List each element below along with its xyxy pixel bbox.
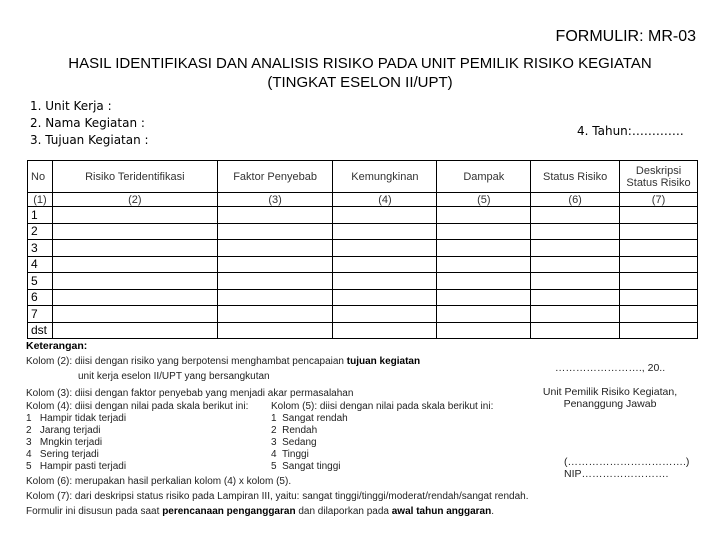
note-k2-cont: unit kerja eselon II/UPT yang bersangkutan — [78, 371, 270, 382]
table-cell[interactable] — [437, 273, 531, 290]
column-number: (7) — [620, 193, 698, 207]
table-row — [28, 306, 698, 323]
tujuan-kegiatan-label: 3. Tujuan Kegiatan : — [30, 133, 149, 147]
scale-item: 2 Rendah — [271, 425, 318, 436]
table-cell[interactable] — [333, 322, 437, 339]
column-header: Kemungkinan — [333, 161, 437, 193]
note-k2-bold: tujuan kegiatan — [346, 356, 421, 367]
column-header: Risiko Teridentifikasi — [52, 161, 217, 193]
table-cell[interactable] — [620, 256, 698, 273]
column-header: Dampak — [437, 161, 531, 193]
row-number: 1 — [28, 207, 53, 224]
note-footer: Formulir ini disusun pada saat perencanaan penganggaran dan dilaporkan pada awal tahun anggaran. — [26, 506, 494, 517]
signature-date: ……………………., 20.. — [554, 362, 666, 374]
column-header: Deskripsi Status Risiko — [620, 161, 698, 193]
table-cell[interactable] — [217, 273, 333, 290]
signature-unit: Unit Pemilik Risiko Kegiatan, — [542, 386, 678, 398]
table-cell[interactable] — [620, 289, 698, 306]
table-cell[interactable] — [531, 273, 620, 290]
scale-item: 3 Sedang — [271, 437, 317, 448]
table-cell[interactable] — [52, 240, 217, 257]
table-cell[interactable] — [620, 273, 698, 290]
table-cell[interactable] — [333, 207, 437, 224]
note-k4: Kolom (4): diisi dengan nilai pada skala berikut ini: — [26, 401, 249, 412]
note-k3: Kolom (3): diisi dengan faktor penyebab yang menjadi akar permasalahan — [26, 388, 354, 399]
scale-item: 1 Hampir tidak terjadi — [26, 413, 127, 424]
tahun-label: 4. Tahun:…………. — [577, 124, 684, 138]
signature-role: Penanggung Jawab — [563, 398, 657, 410]
table-cell[interactable] — [437, 240, 531, 257]
table-cell[interactable] — [531, 223, 620, 240]
table-cell[interactable] — [531, 306, 620, 323]
table-cell[interactable] — [620, 240, 698, 257]
table-row — [28, 273, 698, 290]
table-cell[interactable] — [52, 273, 217, 290]
title-line-1: HASIL IDENTIFIKASI DAN ANALISIS RISIKO PADA UNIT PEMILIK RISIKO KEGIATAN — [68, 55, 652, 72]
table-cell[interactable] — [52, 306, 217, 323]
title-line-2: (TINGKAT ESELON II/UPT) — [267, 74, 453, 91]
scale-item: 3 Mngkin terjadi — [26, 437, 103, 448]
table-cell[interactable] — [437, 289, 531, 306]
table-row — [28, 223, 698, 240]
row-number: 4 — [28, 256, 53, 273]
table-cell[interactable] — [531, 240, 620, 257]
table-cell[interactable] — [437, 306, 531, 323]
table-cell[interactable] — [52, 289, 217, 306]
table-cell[interactable] — [437, 322, 531, 339]
form-code: FORMULIR: MR-03 — [555, 28, 696, 45]
table-cell[interactable] — [620, 207, 698, 224]
table-cell[interactable] — [333, 306, 437, 323]
column-number: (6) — [531, 193, 620, 207]
row-number: 2 — [28, 223, 53, 240]
row-number: 5 — [28, 273, 53, 290]
table-cell[interactable] — [620, 322, 698, 339]
scale-item: 4 Tinggi — [271, 449, 309, 460]
row-number: 7 — [28, 306, 53, 323]
column-header: Faktor Penyebab — [217, 161, 333, 193]
table-row — [28, 240, 698, 257]
table-cell[interactable] — [620, 306, 698, 323]
unit-kerja-label: 1. Unit Kerja : — [30, 99, 112, 113]
column-number: (2) — [52, 193, 217, 207]
table-cell[interactable] — [333, 273, 437, 290]
table-cell[interactable] — [52, 223, 217, 240]
column-number: (4) — [333, 193, 437, 207]
page-title — [0, 54, 720, 92]
risk-table — [27, 160, 698, 339]
table-row — [28, 322, 698, 339]
table-cell[interactable] — [531, 207, 620, 224]
nama-kegiatan-label: 2. Nama Kegiatan : — [30, 116, 145, 130]
table-cell[interactable] — [333, 256, 437, 273]
note-k7: Kolom (7): dari deskripsi status risiko pada Lampiran III, yaitu: sangat tinggi/tinggi/moderat/rendah/sangat rendah. — [26, 491, 529, 502]
row-number: 6 — [28, 289, 53, 306]
table-cell[interactable] — [437, 223, 531, 240]
table-cell[interactable] — [52, 322, 217, 339]
table-cell[interactable] — [217, 322, 333, 339]
scale-item: 5 Sangat tinggi — [271, 461, 341, 472]
table-row — [28, 289, 698, 306]
note-k5: Kolom (5): diisi dengan nilai pada skala berikut ini: — [271, 401, 494, 412]
notes-heading: Keterangan: — [26, 340, 88, 352]
table-row — [28, 256, 698, 273]
table-cell[interactable] — [531, 322, 620, 339]
table-cell[interactable] — [531, 256, 620, 273]
k5-scale-list — [271, 413, 348, 473]
table-cell[interactable] — [437, 207, 531, 224]
table-cell[interactable] — [217, 289, 333, 306]
table-cell[interactable] — [531, 289, 620, 306]
note-k2: Kolom (2): diisi dengan risiko yang berpotensi menghambat pencapaian — [26, 356, 347, 367]
column-number: (3) — [217, 193, 333, 207]
column-number: (5) — [437, 193, 531, 207]
row-number: 3 — [28, 240, 53, 257]
table-cell[interactable] — [52, 207, 217, 224]
table-cell[interactable] — [333, 223, 437, 240]
table-cell[interactable] — [620, 223, 698, 240]
table-cell[interactable] — [217, 240, 333, 257]
table-cell[interactable] — [217, 207, 333, 224]
table-cell[interactable] — [333, 240, 437, 257]
column-number: (1) — [28, 193, 53, 207]
scale-item: 2 Jarang terjadi — [26, 425, 101, 436]
table-row — [28, 207, 698, 224]
column-header: Status Risiko — [531, 161, 620, 193]
signature-nip: NIP……………………. — [564, 468, 669, 480]
scale-item: 4 Sering terjadi — [26, 449, 99, 460]
column-header: No — [28, 161, 53, 193]
table-cell[interactable] — [217, 256, 333, 273]
scale-item: 5 Hampir pasti terjadi — [26, 461, 127, 472]
table-cell[interactable] — [217, 306, 333, 323]
note-k6: Kolom (6): merupakan hasil perkalian kolom (4) x kolom (5). — [26, 476, 292, 487]
table-cell[interactable] — [217, 223, 333, 240]
signature-name: (…………………………….) — [564, 456, 690, 468]
k4-scale-list — [26, 413, 126, 473]
table-cell[interactable] — [437, 256, 531, 273]
info-block — [30, 98, 149, 149]
signature-block — [520, 362, 700, 480]
table-cell[interactable] — [333, 289, 437, 306]
scale-item: 1 Sangat rendah — [271, 413, 348, 424]
table-cell[interactable] — [52, 256, 217, 273]
row-number: dst — [28, 322, 53, 339]
